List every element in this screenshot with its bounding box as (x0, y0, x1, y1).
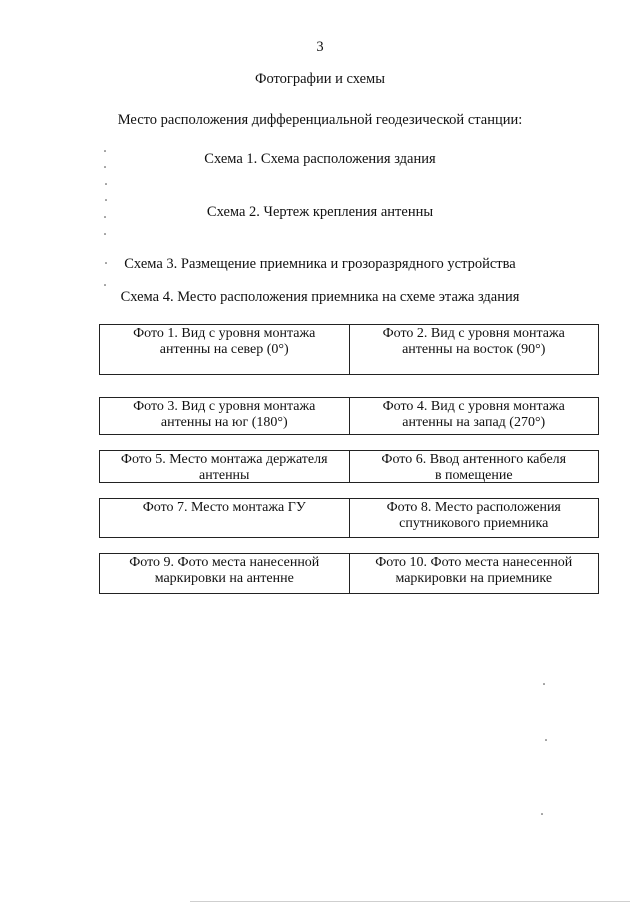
photo-cell-2 (349, 325, 599, 374)
cell-line: Фото 6. Ввод антенного кабеля (381, 452, 567, 467)
scan-speck (104, 150, 106, 152)
photo-table-5 (99, 553, 599, 594)
scan-speck (105, 262, 107, 264)
cell-line: антенны на запад (270°) (402, 415, 546, 430)
photo-cell-9 (100, 554, 349, 593)
scan-speck (104, 284, 106, 286)
photo-cell-1 (100, 325, 349, 374)
photo-cell-4 (349, 398, 599, 434)
cell-line: антенны (199, 468, 250, 483)
cell-line: Фото 5. Место монтажа держателя (120, 452, 328, 467)
cell-line: антенны на север (0°) (159, 342, 289, 357)
photo-cell-3 (100, 398, 349, 434)
scheme-2: Схема 2. Чертеж крепления антенны (206, 204, 434, 220)
section-subtitle: Место расположения дифференциальной геодезической станции: (117, 112, 523, 128)
cell-line: Фото 1. Вид с уровня монтажа (133, 326, 316, 341)
scan-speck (104, 233, 106, 235)
photo-table-3 (99, 450, 599, 483)
photo-table-1 (99, 324, 599, 375)
page-title: Фотографии и схемы (255, 71, 385, 87)
cell-line: Фото 7. Место монтажа ГУ (142, 500, 306, 515)
page-number: 3 (316, 39, 324, 55)
cell-line: антенны на восток (90°) (402, 342, 546, 357)
cell-line: Фото 10. Фото места нанесенной (375, 555, 573, 570)
cell-line: в помещение (434, 468, 513, 483)
photo-cell-6 (349, 451, 599, 482)
scan-speck (105, 183, 107, 185)
scheme-1: Схема 1. Схема расположения здания (204, 151, 436, 167)
cell-line: антенны на юг (180°) (160, 415, 288, 430)
scan-speck (104, 216, 106, 218)
photo-cell-7 (100, 499, 349, 537)
scan-speck (105, 199, 107, 201)
photo-cell-5 (100, 451, 349, 482)
photo-table-2 (99, 397, 599, 435)
cell-line: Фото 9. Фото места нанесенной (129, 555, 320, 570)
scan-speck (104, 166, 106, 168)
photo-cell-10 (349, 554, 599, 593)
cell-line: Фото 3. Вид с уровня монтажа (133, 399, 316, 414)
scan-speck (545, 739, 547, 741)
photo-cell-8 (349, 499, 599, 537)
scheme-3: Схема 3. Размещение приемника и грозоразрядного устройства (124, 256, 516, 272)
scheme-4: Схема 4. Место расположения приемника на схеме этажа здания (120, 289, 520, 305)
cell-line: Фото 2. Вид с уровня монтажа (382, 326, 565, 341)
cell-line: маркировки на приемнике (395, 571, 553, 586)
cell-line: Фото 8. Место расположения (386, 500, 561, 515)
cell-line: спутникового приемника (399, 516, 549, 531)
cell-line: Фото 4. Вид с уровня монтажа (382, 399, 565, 414)
scan-speck (543, 683, 545, 685)
scan-speck (541, 813, 543, 815)
photo-table-4 (99, 498, 599, 538)
cell-line: маркировки на антенне (154, 571, 294, 586)
scan-edge-line (190, 901, 630, 902)
